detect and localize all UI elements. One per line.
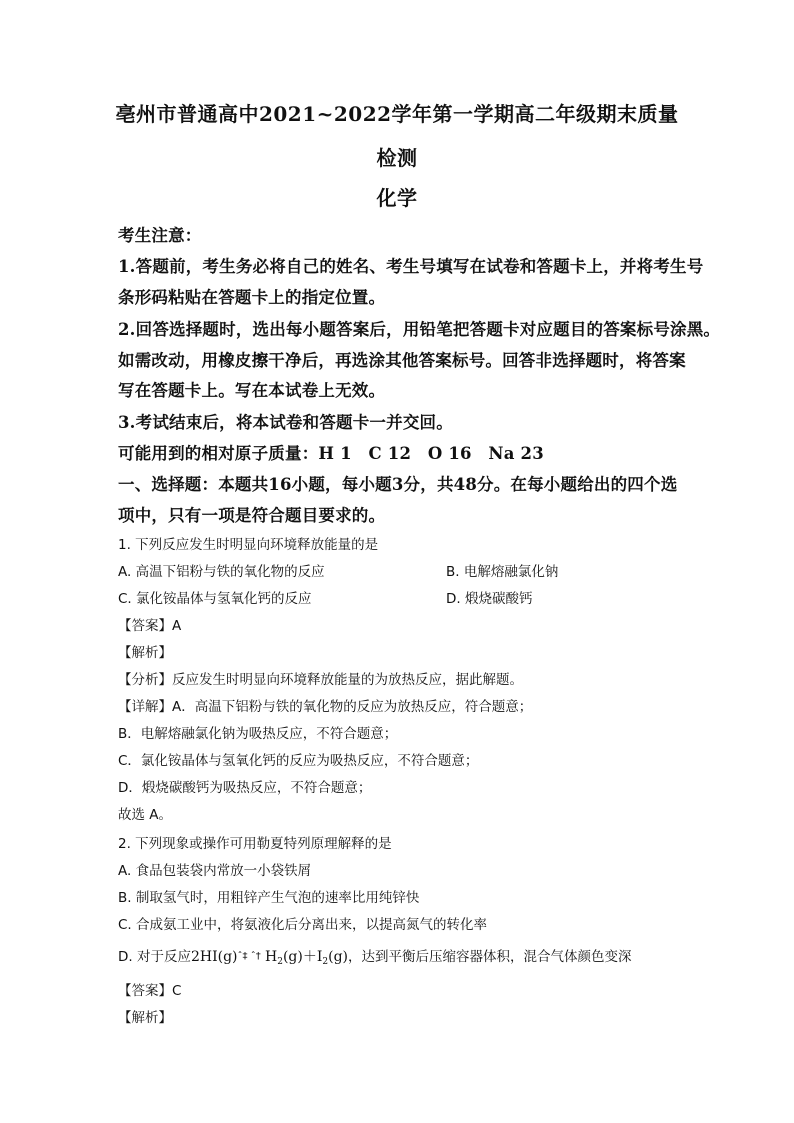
- notice-item2-line2: 如需改动，用橡皮擦干净后，再选涂其他答案标号。回答非选择题时，将答案: [118, 351, 686, 370]
- reaction-rhs-h: H: [265, 949, 278, 965]
- reaction-rhs-h-sub: 2: [277, 957, 283, 967]
- q1-option-b: B. 电解熔融氯化钠: [446, 564, 559, 580]
- q1-option-d: D. 煅烧碳酸钙: [446, 591, 533, 607]
- reaction-rhs-end: (g): [328, 949, 349, 965]
- notice-item1-line1: 1.答题前，考生务必将自己的姓名、考生号填写在试卷和答题卡上，并将考生号: [118, 257, 704, 276]
- reaction-rhs-i-sub: 2: [322, 957, 329, 967]
- section1-line2: 项中，只有一项是符合题目要求的。: [118, 506, 386, 525]
- q2-stem: 2. 下列现象或操作可用勒夏特列原理解释的是: [118, 836, 392, 852]
- q2-option-a: A. 食品包装袋内常放一小袋铁屑: [118, 863, 312, 879]
- q2-analysis-tag: 【解析】: [118, 1010, 172, 1026]
- q2-option-d-prefix: D. 对于反应: [118, 949, 191, 965]
- q1-conclusion: 故选 A。: [118, 807, 173, 823]
- q1-xiangjie: 【详解】A．高温下铝粉与铁的氧化物的反应为放热反应，符合题意；: [118, 699, 533, 715]
- reaction-rhs-mid: (g)＋I: [282, 949, 323, 965]
- reaction-lhs: 2HI(g): [190, 949, 238, 965]
- subject-title: 化学: [376, 186, 418, 210]
- q2-option-c: C. 合成氨工业中，将氨液化后分离出来，以提高氮气的转化率: [118, 917, 488, 933]
- notice-item1-line2: 条形码粘贴在答题卡上的指定位置。: [118, 288, 386, 307]
- q1-explain-c: C．氯化铵晶体与氢氧化钙的反应为吸热反应，不符合题意；: [118, 753, 479, 769]
- q1-stem: 1. 下列反应发生时明显向环境释放能量的是: [118, 537, 379, 553]
- q2-option-d-suffix: ，达到平衡后压缩容器体积，混合气体颜色变深: [348, 949, 632, 965]
- atomic-mass-line: 可能用到的相对原子质量：H 1 C 12 O 16 Na 23: [118, 444, 544, 463]
- q2-option-d: [118, 945, 632, 967]
- q1-analysis-tag: 【解析】: [118, 645, 172, 661]
- q1-explain-d: D．煅烧碳酸钙为吸热反应，不符合题意；: [118, 780, 372, 796]
- notice-heading: 考生注意：: [118, 226, 202, 245]
- exam-title-line1: 亳州市普通高中2021~2022学年第一学期高二年级期末质量: [115, 102, 679, 126]
- exam-title-line2: 检测: [376, 146, 418, 170]
- equilibrium-arrow-icon: ˆ‡ ˆ†: [237, 951, 261, 962]
- q2-option-b: B. 制取氢气时，用粗锌产生气泡的速率比用纯锌快: [118, 890, 420, 906]
- notice-item2-line1: 2.回答选择题时，选出每小题答案后，用铅笔把答题卡对应题目的答案标号涂黑。: [118, 320, 721, 339]
- q2-answer: 【答案】C: [118, 983, 182, 999]
- q1-explain-b: B．电解熔融氯化钠为吸热反应，不符合题意；: [118, 726, 398, 742]
- notice-item2-line3: 写在答题卡上。写在本试卷上无效。: [118, 381, 386, 400]
- q1-fenxi: 【分析】反应发生时明显向环境释放能量的为放热反应，据此解题。: [118, 672, 523, 688]
- q1-answer: 【答案】A: [118, 618, 182, 634]
- q1-option-a: A. 高温下铝粉与铁的氧化物的反应: [118, 564, 325, 580]
- q1-option-c: C. 氯化铵晶体与氢氧化钙的反应: [118, 591, 312, 607]
- section1-line1: 一、选择题：本题共16小题，每小题3分，共48分。在每小题给出的四个选: [118, 475, 678, 494]
- notice-item3: 3.考试结束后，将本试卷和答题卡一并交回。: [118, 413, 453, 432]
